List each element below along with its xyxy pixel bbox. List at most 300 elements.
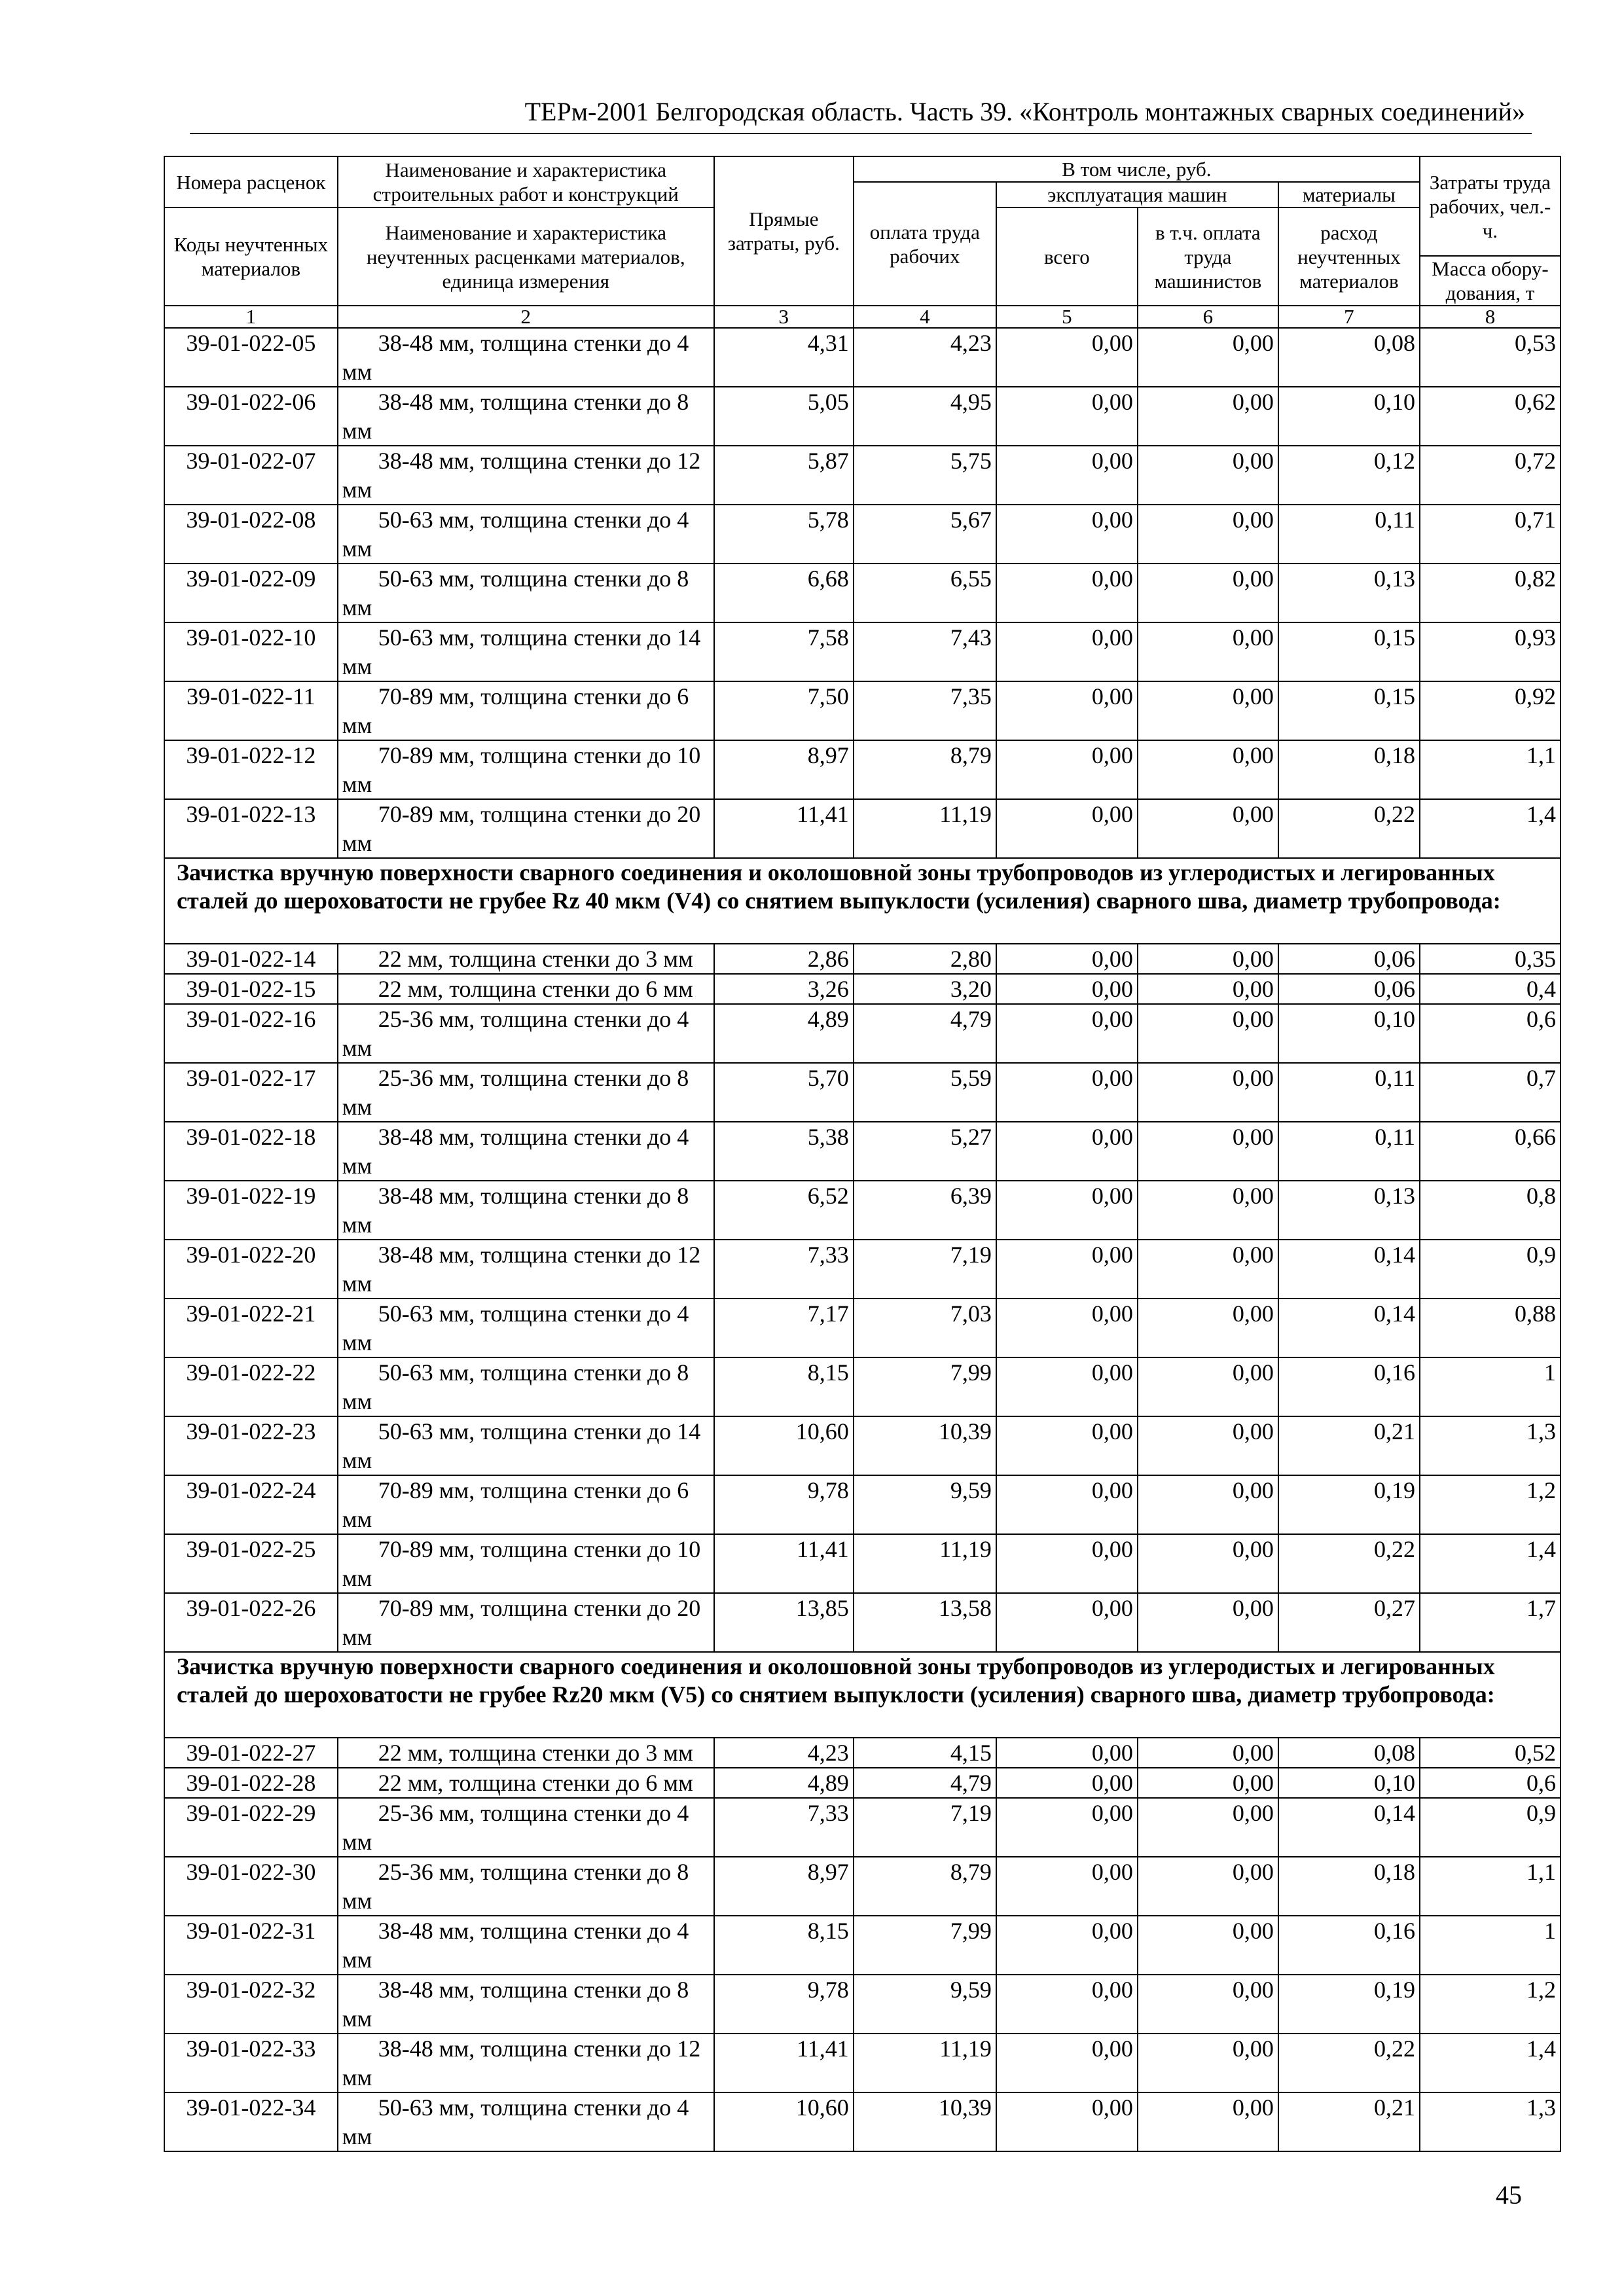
rate-name: 25-36 мм, толщина стенки до 4 мм: [338, 1798, 714, 1857]
header-machinist-pay: в т.ч. оплата труда машинистов: [1138, 207, 1278, 306]
material-use: 0,18: [1278, 1857, 1420, 1916]
table-header: [164, 156, 1561, 328]
equipment-mass: 1,3: [1420, 2092, 1561, 2151]
header-machines-total: всего: [996, 207, 1138, 306]
equipment-mass: 1: [1420, 1916, 1561, 1975]
labor-pay: 4,15: [854, 1738, 996, 1768]
machinist-pay: 0,00: [1138, 974, 1278, 1004]
machinist-pay: 0,00: [1138, 1416, 1278, 1475]
machinist-pay: 0,00: [1138, 1916, 1278, 1975]
table-row: [164, 1063, 1561, 1122]
table-row: [164, 2034, 1561, 2092]
rate-name: 38-48 мм, толщина стенки до 12 мм: [338, 2034, 714, 2092]
labor-pay: 5,67: [854, 505, 996, 564]
rate-name: 70-89 мм, толщина стенки до 6 мм: [338, 1475, 714, 1534]
direct-cost: 4,31: [714, 328, 854, 387]
table-row: [164, 328, 1561, 387]
header-name-top: Наименование и характеристика строительных работ и конструкций: [338, 156, 714, 207]
machines-total: 0,00: [996, 2034, 1138, 2092]
machines-total: 0,00: [996, 1593, 1138, 1652]
machines-total: 0,00: [996, 1534, 1138, 1593]
table-row: [164, 681, 1561, 740]
equipment-mass: 0,82: [1420, 564, 1561, 622]
machines-total: 0,00: [996, 944, 1138, 974]
rate-code: 39-01-022-29: [164, 1798, 338, 1857]
material-use: 0,22: [1278, 2034, 1420, 2092]
rate-name: 22 мм, толщина стенки до 3 мм: [338, 944, 714, 974]
table-row: [164, 446, 1561, 505]
rate-code: 39-01-022-25: [164, 1534, 338, 1593]
equipment-mass: 0,35: [1420, 944, 1561, 974]
rates-table: [164, 156, 1561, 2152]
header-direct-costs: Прямые затраты, руб.: [714, 156, 854, 306]
material-use: 0,16: [1278, 1916, 1420, 1975]
equipment-mass: 1,1: [1420, 740, 1561, 799]
rate-name: 22 мм, толщина стенки до 3 мм: [338, 1738, 714, 1768]
machinist-pay: 0,00: [1138, 1857, 1278, 1916]
labor-pay: 11,19: [854, 1534, 996, 1593]
material-use: 0,21: [1278, 1416, 1420, 1475]
table-row: [164, 1416, 1561, 1475]
direct-cost: 3,26: [714, 974, 854, 1004]
machines-total: 0,00: [996, 1357, 1138, 1416]
labor-pay: 11,19: [854, 799, 996, 858]
direct-cost: 4,89: [714, 1768, 854, 1798]
equipment-mass: 1,4: [1420, 1534, 1561, 1593]
rate-code: 39-01-022-32: [164, 1975, 338, 2034]
rate-name: 22 мм, толщина стенки до 6 мм: [338, 974, 714, 1004]
machinist-pay: 0,00: [1138, 944, 1278, 974]
table-row: [164, 564, 1561, 622]
rate-name: 50-63 мм, толщина стенки до 4 мм: [338, 1299, 714, 1357]
equipment-mass: 0,93: [1420, 622, 1561, 681]
direct-cost: 6,52: [714, 1181, 854, 1240]
machines-total: 0,00: [996, 1916, 1138, 1975]
table-row: [164, 1534, 1561, 1593]
rate-code: 39-01-022-26: [164, 1593, 338, 1652]
machines-total: 0,00: [996, 1004, 1138, 1063]
material-use: 0,10: [1278, 387, 1420, 446]
equipment-mass: 1,4: [1420, 799, 1561, 858]
equipment-mass: 0,53: [1420, 328, 1561, 387]
material-use: 0,06: [1278, 944, 1420, 974]
rate-code: 39-01-022-08: [164, 505, 338, 564]
rate-code: 39-01-022-24: [164, 1475, 338, 1534]
header-incl: В том числе, руб.: [854, 156, 1420, 182]
rate-code: 39-01-022-28: [164, 1768, 338, 1798]
labor-pay: 11,19: [854, 2034, 996, 2092]
machinist-pay: 0,00: [1138, 387, 1278, 446]
equipment-mass: 0,8: [1420, 1181, 1561, 1240]
machines-total: 0,00: [996, 328, 1138, 387]
machines-total: 0,00: [996, 446, 1138, 505]
machines-total: 0,00: [996, 387, 1138, 446]
rate-code: 39-01-022-11: [164, 681, 338, 740]
rate-name: 38-48 мм, толщина стенки до 8 мм: [338, 387, 714, 446]
rate-code: 39-01-022-10: [164, 622, 338, 681]
column-number: 4: [854, 306, 996, 328]
rate-code: 39-01-022-30: [164, 1857, 338, 1916]
rate-code: 39-01-022-17: [164, 1063, 338, 1122]
machinist-pay: 0,00: [1138, 799, 1278, 858]
equipment-mass: 0,4: [1420, 974, 1561, 1004]
machines-total: 0,00: [996, 1063, 1138, 1122]
machines-total: 0,00: [996, 974, 1138, 1004]
direct-cost: 4,23: [714, 1738, 854, 1768]
table-row: [164, 622, 1561, 681]
labor-pay: 7,35: [854, 681, 996, 740]
running-header: ТЕРм-2001 Белгородская область. Часть 39. «Контроль монтажных сварных соединений»: [524, 97, 1525, 126]
header-name-bottom: Наименование и характеристика неучтенных расценками материалов, единица измерения: [338, 207, 714, 306]
machines-total: 0,00: [996, 1798, 1138, 1857]
labor-pay: 2,80: [854, 944, 996, 974]
machinist-pay: 0,00: [1138, 740, 1278, 799]
equipment-mass: 0,66: [1420, 1122, 1561, 1181]
labor-pay: 4,79: [854, 1768, 996, 1798]
machinist-pay: 0,00: [1138, 1738, 1278, 1768]
material-use: 0,14: [1278, 1299, 1420, 1357]
header-machines: эксплуатация машин: [996, 182, 1278, 207]
machinist-pay: 0,00: [1138, 1475, 1278, 1534]
direct-cost: 8,97: [714, 1857, 854, 1916]
machinist-pay: 0,00: [1138, 622, 1278, 681]
material-use: 0,22: [1278, 799, 1420, 858]
material-use: 0,27: [1278, 1593, 1420, 1652]
direct-cost: 7,50: [714, 681, 854, 740]
rate-code: 39-01-022-14: [164, 944, 338, 974]
material-use: 0,13: [1278, 1181, 1420, 1240]
rate-name: 50-63 мм, толщина стенки до 8 мм: [338, 1357, 714, 1416]
direct-cost: 10,60: [714, 2092, 854, 2151]
labor-pay: 4,79: [854, 1004, 996, 1063]
material-use: 0,06: [1278, 974, 1420, 1004]
table-row: [164, 2092, 1561, 2151]
direct-cost: 8,15: [714, 1916, 854, 1975]
equipment-mass: 1,2: [1420, 1475, 1561, 1534]
table-row: [164, 1357, 1561, 1416]
labor-pay: 4,95: [854, 387, 996, 446]
table-row: [164, 799, 1561, 858]
table-row: [164, 1240, 1561, 1299]
machines-total: 0,00: [996, 1181, 1138, 1240]
equipment-mass: 0,88: [1420, 1299, 1561, 1357]
machinist-pay: 0,00: [1138, 1299, 1278, 1357]
equipment-mass: 1,1: [1420, 1857, 1561, 1916]
table-row: [164, 1857, 1561, 1916]
machines-total: 0,00: [996, 1122, 1138, 1181]
labor-pay: 5,27: [854, 1122, 996, 1181]
equipment-mass: 0,71: [1420, 505, 1561, 564]
machines-total: 0,00: [996, 564, 1138, 622]
table-row: [164, 1181, 1561, 1240]
machines-total: 0,00: [996, 1975, 1138, 2034]
labor-pay: 7,99: [854, 1916, 996, 1975]
page-number: 45: [1496, 2180, 1522, 2210]
rate-name: 38-48 мм, толщина стенки до 8 мм: [338, 1975, 714, 2034]
rate-name: 25-36 мм, толщина стенки до 4 мм: [338, 1004, 714, 1063]
header-code-top: Номера расценок: [164, 156, 338, 207]
labor-pay: 6,55: [854, 564, 996, 622]
material-use: 0,19: [1278, 1475, 1420, 1534]
machines-total: 0,00: [996, 505, 1138, 564]
material-use: 0,15: [1278, 622, 1420, 681]
labor-pay: 7,19: [854, 1798, 996, 1857]
material-use: 0,11: [1278, 1122, 1420, 1181]
labor-pay: 9,59: [854, 1475, 996, 1534]
rate-name: 38-48 мм, толщина стенки до 8 мм: [338, 1181, 714, 1240]
rate-name: 25-36 мм, толщина стенки до 8 мм: [338, 1063, 714, 1122]
machinist-pay: 0,00: [1138, 328, 1278, 387]
machinist-pay: 0,00: [1138, 446, 1278, 505]
material-use: 0,08: [1278, 1738, 1420, 1768]
direct-cost: 10,60: [714, 1416, 854, 1475]
equipment-mass: 1,4: [1420, 2034, 1561, 2092]
direct-cost: 7,17: [714, 1299, 854, 1357]
header-rule: [190, 133, 1532, 134]
equipment-mass: 0,7: [1420, 1063, 1561, 1122]
material-use: 0,19: [1278, 1975, 1420, 2034]
table-row: [164, 1768, 1561, 1798]
column-numbers-row: [164, 306, 1561, 328]
direct-cost: 5,38: [714, 1122, 854, 1181]
rate-name: 38-48 мм, толщина стенки до 4 мм: [338, 328, 714, 387]
direct-cost: 7,58: [714, 622, 854, 681]
rate-code: 39-01-022-23: [164, 1416, 338, 1475]
direct-cost: 11,41: [714, 1534, 854, 1593]
direct-cost: 9,78: [714, 1975, 854, 2034]
column-number: 6: [1138, 306, 1278, 328]
machinist-pay: 0,00: [1138, 505, 1278, 564]
rate-code: 39-01-022-19: [164, 1181, 338, 1240]
equipment-mass: 0,9: [1420, 1798, 1561, 1857]
rate-name: 50-63 мм, толщина стенки до 14 мм: [338, 622, 714, 681]
direct-cost: 5,87: [714, 446, 854, 505]
labor-pay: 13,58: [854, 1593, 996, 1652]
machinist-pay: 0,00: [1138, 2034, 1278, 2092]
table-row: [164, 1299, 1561, 1357]
rate-code: 39-01-022-31: [164, 1916, 338, 1975]
material-use: 0,14: [1278, 1240, 1420, 1299]
rate-code: 39-01-022-18: [164, 1122, 338, 1181]
material-use: 0,10: [1278, 1004, 1420, 1063]
table-row: [164, 944, 1561, 974]
machines-total: 0,00: [996, 1299, 1138, 1357]
machinist-pay: 0,00: [1138, 2092, 1278, 2151]
rate-name: 70-89 мм, толщина стенки до 10 мм: [338, 740, 714, 799]
header-material-use: расход неучтенных материалов: [1278, 207, 1420, 306]
rate-code: 39-01-022-27: [164, 1738, 338, 1768]
direct-cost: 2,86: [714, 944, 854, 974]
labor-pay: 8,79: [854, 740, 996, 799]
rate-name: 70-89 мм, толщина стенки до 6 мм: [338, 681, 714, 740]
table-row: [164, 1593, 1561, 1652]
direct-cost: 5,78: [714, 505, 854, 564]
direct-cost: 7,33: [714, 1798, 854, 1857]
header-labor-pay: оплата труда рабочих: [854, 182, 996, 306]
machinist-pay: 0,00: [1138, 1004, 1278, 1063]
equipment-mass: 0,62: [1420, 387, 1561, 446]
direct-cost: 8,97: [714, 740, 854, 799]
rate-code: 39-01-022-34: [164, 2092, 338, 2151]
labor-pay: 8,79: [854, 1857, 996, 1916]
rate-code: 39-01-022-12: [164, 740, 338, 799]
header-code-bottom: Коды неучтенных материалов: [164, 207, 338, 306]
rate-code: 39-01-022-05: [164, 328, 338, 387]
direct-cost: 5,05: [714, 387, 854, 446]
header-materials: материалы: [1278, 182, 1420, 207]
header-labor-cost: Затраты труда рабочих, чел.-ч.: [1420, 156, 1561, 256]
column-number: 1: [164, 306, 338, 328]
labor-pay: 5,59: [854, 1063, 996, 1122]
equipment-mass: 0,9: [1420, 1240, 1561, 1299]
rate-name: 70-89 мм, толщина стенки до 20 мм: [338, 799, 714, 858]
direct-cost: 11,41: [714, 799, 854, 858]
machines-total: 0,00: [996, 1768, 1138, 1798]
labor-pay: 7,43: [854, 622, 996, 681]
equipment-mass: 0,92: [1420, 681, 1561, 740]
table-row: [164, 740, 1561, 799]
rate-code: 39-01-022-13: [164, 799, 338, 858]
column-number: 5: [996, 306, 1138, 328]
machinist-pay: 0,00: [1138, 1181, 1278, 1240]
table-row: [164, 1475, 1561, 1534]
labor-pay: 4,23: [854, 328, 996, 387]
equipment-mass: 1,2: [1420, 1975, 1561, 2034]
material-use: 0,10: [1278, 1768, 1420, 1798]
table-row: [164, 1122, 1561, 1181]
material-use: 0,11: [1278, 1063, 1420, 1122]
machinist-pay: 0,00: [1138, 681, 1278, 740]
table-row: [164, 974, 1561, 1004]
equipment-mass: 0,6: [1420, 1768, 1561, 1798]
direct-cost: 7,33: [714, 1240, 854, 1299]
direct-cost: 11,41: [714, 2034, 854, 2092]
section-heading: Зачистка вручную поверхности сварного соединения и околошовной зоны трубопроводов из углеродистых и легированных сталей до шероховатости не грубее Rz20 мкм (V5) со снятием выпуклости (усиления) сварного шва, диаметр трубопровода:: [164, 1652, 1561, 1738]
machinist-pay: 0,00: [1138, 1768, 1278, 1798]
equipment-mass: 0,6: [1420, 1004, 1561, 1063]
labor-pay: 7,19: [854, 1240, 996, 1299]
rate-code: 39-01-022-20: [164, 1240, 338, 1299]
rate-name: 50-63 мм, толщина стенки до 14 мм: [338, 1416, 714, 1475]
labor-pay: 7,99: [854, 1357, 996, 1416]
labor-pay: 10,39: [854, 1416, 996, 1475]
labor-pay: 7,03: [854, 1299, 996, 1357]
machines-total: 0,00: [996, 740, 1138, 799]
rate-code: 39-01-022-21: [164, 1299, 338, 1357]
direct-cost: 5,70: [714, 1063, 854, 1122]
material-use: 0,16: [1278, 1357, 1420, 1416]
machines-total: 0,00: [996, 1416, 1138, 1475]
rate-code: 39-01-022-07: [164, 446, 338, 505]
rate-name: 50-63 мм, толщина стенки до 8 мм: [338, 564, 714, 622]
table-row: [164, 1798, 1561, 1857]
rate-name: 25-36 мм, толщина стенки до 8 мм: [338, 1857, 714, 1916]
rate-code: 39-01-022-09: [164, 564, 338, 622]
machines-total: 0,00: [996, 799, 1138, 858]
rate-name: 38-48 мм, толщина стенки до 12 мм: [338, 446, 714, 505]
direct-cost: 9,78: [714, 1475, 854, 1534]
equipment-mass: 1,3: [1420, 1416, 1561, 1475]
column-number: 8: [1420, 306, 1561, 328]
machinist-pay: 0,00: [1138, 564, 1278, 622]
material-use: 0,21: [1278, 2092, 1420, 2151]
material-use: 0,14: [1278, 1798, 1420, 1857]
machinist-pay: 0,00: [1138, 1798, 1278, 1857]
labor-pay: 5,75: [854, 446, 996, 505]
table-body: [164, 328, 1561, 2151]
equipment-mass: 1,7: [1420, 1593, 1561, 1652]
labor-pay: 6,39: [854, 1181, 996, 1240]
rate-name: 70-89 мм, толщина стенки до 20 мм: [338, 1593, 714, 1652]
machines-total: 0,00: [996, 1738, 1138, 1768]
rate-code: 39-01-022-06: [164, 387, 338, 446]
section-heading: Зачистка вручную поверхности сварного соединения и околошовной зоны трубопроводов из углеродистых и легированных сталей до шероховатости не грубее Rz 40 мкм (V4) со снятием выпуклости (усиления) сварного шва, диаметр трубопровода:: [164, 858, 1561, 944]
column-number: 3: [714, 306, 854, 328]
table-row: [164, 1916, 1561, 1975]
rate-name: 50-63 мм, толщина стенки до 4 мм: [338, 2092, 714, 2151]
rate-name: 50-63 мм, толщина стенки до 4 мм: [338, 505, 714, 564]
rate-code: 39-01-022-16: [164, 1004, 338, 1063]
column-number: 2: [338, 306, 714, 328]
rate-name: 70-89 мм, толщина стенки до 10 мм: [338, 1534, 714, 1593]
rate-code: 39-01-022-15: [164, 974, 338, 1004]
direct-cost: 6,68: [714, 564, 854, 622]
material-use: 0,18: [1278, 740, 1420, 799]
labor-pay: 10,39: [854, 2092, 996, 2151]
machinist-pay: 0,00: [1138, 1240, 1278, 1299]
rate-name: 38-48 мм, толщина стенки до 4 мм: [338, 1916, 714, 1975]
header-equipment-mass: Масса обору-дования, т: [1420, 256, 1561, 306]
section-heading-row: [164, 858, 1561, 944]
table-row: [164, 1975, 1561, 2034]
machines-total: 0,00: [996, 681, 1138, 740]
table-row: [164, 1004, 1561, 1063]
machines-total: 0,00: [996, 622, 1138, 681]
labor-pay: 9,59: [854, 1975, 996, 2034]
material-use: 0,22: [1278, 1534, 1420, 1593]
equipment-mass: 0,72: [1420, 446, 1561, 505]
rate-code: 39-01-022-22: [164, 1357, 338, 1416]
rate-code: 39-01-022-33: [164, 2034, 338, 2092]
material-use: 0,15: [1278, 681, 1420, 740]
machinist-pay: 0,00: [1138, 1357, 1278, 1416]
table-row: [164, 1738, 1561, 1768]
rate-name: 22 мм, толщина стенки до 6 мм: [338, 1768, 714, 1798]
labor-pay: 3,20: [854, 974, 996, 1004]
machinist-pay: 0,00: [1138, 1122, 1278, 1181]
machinist-pay: 0,00: [1138, 1063, 1278, 1122]
table-row: [164, 505, 1561, 564]
table-row: [164, 387, 1561, 446]
equipment-mass: 0,52: [1420, 1738, 1561, 1768]
machinist-pay: 0,00: [1138, 1534, 1278, 1593]
column-number: 7: [1278, 306, 1420, 328]
material-use: 0,13: [1278, 564, 1420, 622]
equipment-mass: 1: [1420, 1357, 1561, 1416]
section-heading-row: [164, 1652, 1561, 1738]
machinist-pay: 0,00: [1138, 1975, 1278, 2034]
material-use: 0,08: [1278, 328, 1420, 387]
direct-cost: 4,89: [714, 1004, 854, 1063]
machines-total: 0,00: [996, 2092, 1138, 2151]
machines-total: 0,00: [996, 1857, 1138, 1916]
material-use: 0,11: [1278, 505, 1420, 564]
machines-total: 0,00: [996, 1475, 1138, 1534]
rate-name: 38-48 мм, толщина стенки до 4 мм: [338, 1122, 714, 1181]
material-use: 0,12: [1278, 446, 1420, 505]
machines-total: 0,00: [996, 1240, 1138, 1299]
rate-name: 38-48 мм, толщина стенки до 12 мм: [338, 1240, 714, 1299]
